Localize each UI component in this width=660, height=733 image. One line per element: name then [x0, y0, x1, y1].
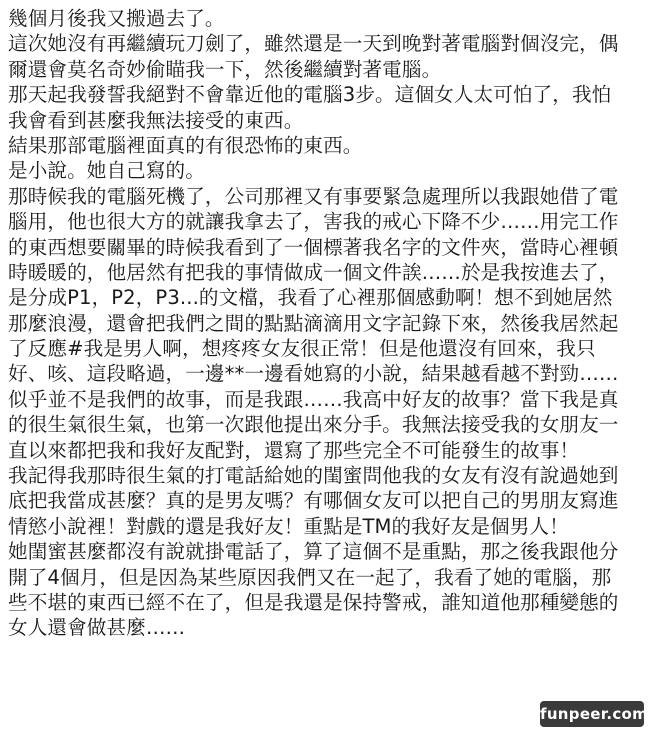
post-line: 幾個月後我又搬過去了。 — [8, 7, 225, 30]
post-line: 的東西想要關畢的時候我看到了一個標著我名字的文件夾，當時心裡頓 — [8, 235, 619, 259]
post-line: 似乎並不是我們的故事，而是我跟……我高中好友的故事？當下我是真 — [8, 387, 619, 411]
post-line: 了反應#我是男人啊，想疼疼女友很正常！但是他還沒有回來，我只 — [8, 337, 596, 361]
post-line: 開了4個月，但是因為某些原因我們又在一起了，我看了她的電腦，那 — [8, 565, 612, 589]
post-line: 好、咳、這段略過，一邊**一邊看她寫的小說，結果越看越不對勁…… — [8, 362, 619, 386]
post-line: 那麼浪漫，還會把我們之間的點點滴滴用文字記錄下來，然後我居然起 — [8, 311, 619, 335]
post-line: 這次她沒有再繼續玩刀劍了，雖然還是一天到晚對著電腦對個沒完，偶 — [8, 32, 619, 56]
post-line: 那時候我的電腦死機了，公司那裡又有事要緊急處理所以我跟她借了電 — [8, 184, 619, 208]
post-line: 爾還會莫名奇妙偷瞄我一下，然後繼續對著電腦。 — [8, 57, 442, 81]
post-line: 直以來都把我和我好友配對，還寫了那些完全不可能發生的故事！ — [8, 438, 580, 462]
post-line: 時暖暖的，他居然有把我的事情做成一個文件誒……於是我按進去了， — [8, 260, 619, 284]
post-line: 女人還會做甚麼…… — [8, 616, 186, 640]
post-line: 那天起我發誓我絕對不會靠近他的電腦3步。這個女人太可怕了，我怕 — [8, 83, 612, 107]
post-line: 情慾小說裡！對戲的還是我好友！重點是TM的我好友是個男人！ — [8, 514, 569, 538]
post-line: 我記得我那時很生氣的打電話給她的閨蜜問他我的女友有沒有說過她到 — [8, 464, 619, 488]
post-body — [8, 6, 656, 641]
post-line: 結果那部電腦裡面真的有很恐怖的東西。 — [8, 133, 363, 157]
site-watermark: funpeer.com — [540, 701, 644, 727]
post-line: 些不堪的東西已經不在了，但是我還是保持警戒，誰知道他那種變態的 — [8, 590, 619, 614]
post-line: 我會看到甚麼我無法接受的東西。 — [8, 108, 304, 132]
post-line: 腦用，他也很大方的就讓我拿去了，害我的戒心下降不少……用完工作 — [8, 210, 619, 234]
post-line: 底把我當成甚麼？真的是男友嗎？有哪個女友可以把自己的男朋友寫進 — [8, 489, 619, 513]
post-line: 她閨蜜甚麼都沒有說就掛電話了，算了這個不是重點，那之後我跟他分 — [8, 540, 619, 564]
post-line: 是小說。她自己寫的。 — [8, 159, 205, 183]
post-line: 的很生氣很生氣，也第一次跟他提出來分手。我無法接受我的女朋友一 — [8, 413, 619, 437]
post-line: 是分成P1，P2，P3...的文檔，我看了心裡那個感動啊！想不到她居然 — [8, 286, 613, 310]
